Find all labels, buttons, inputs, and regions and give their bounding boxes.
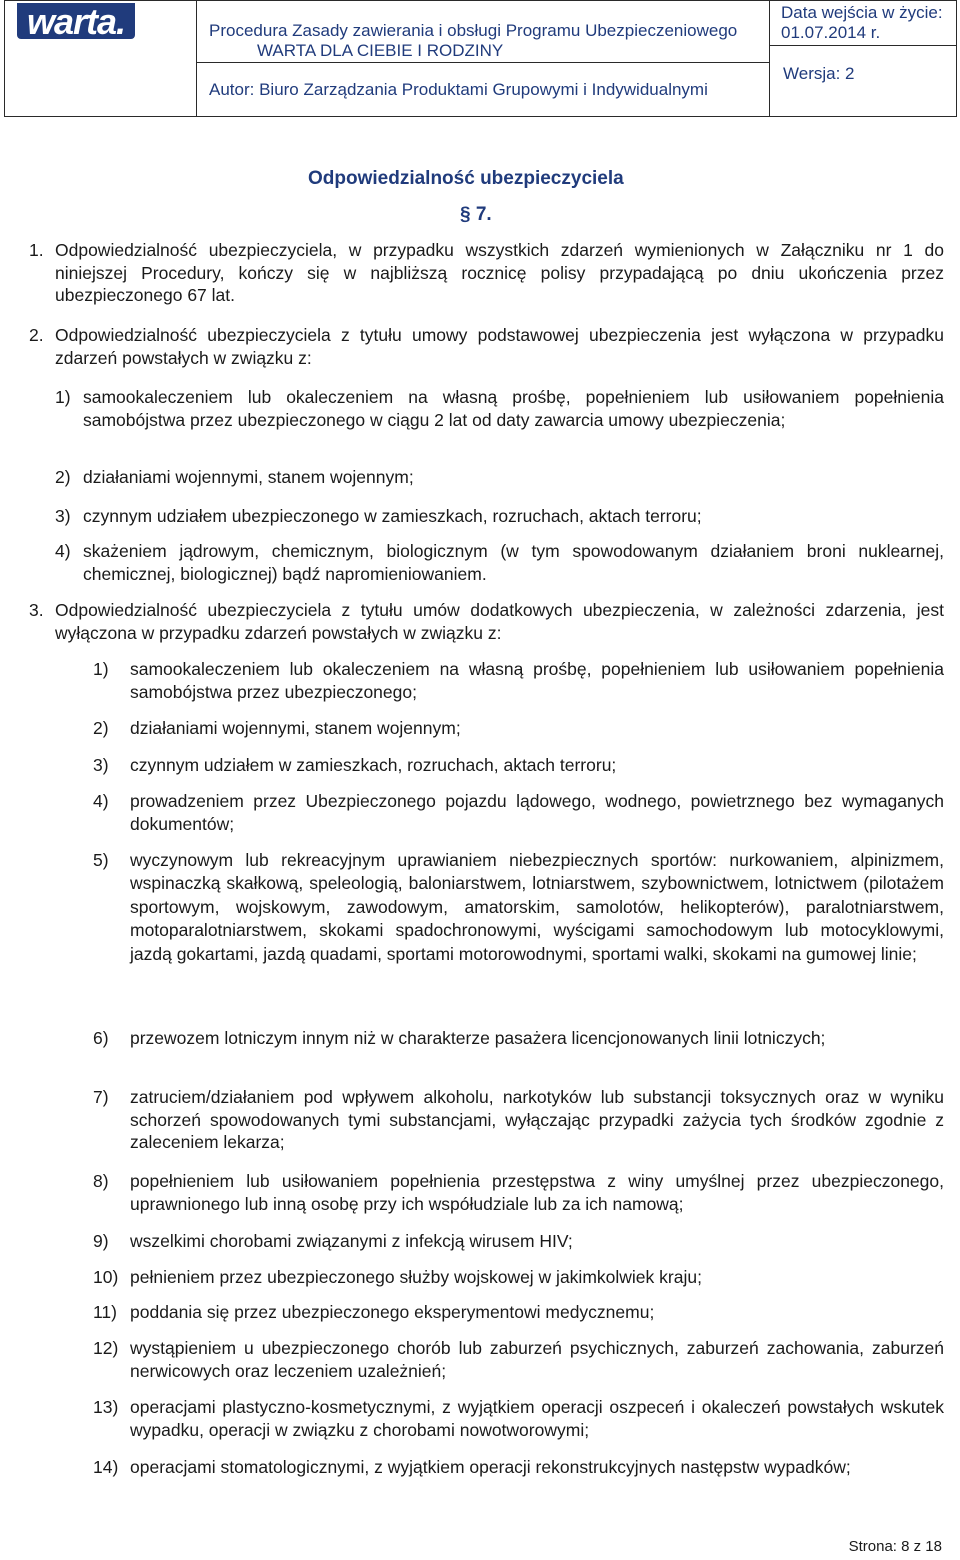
point-1-text: Odpowiedzialność ubezpieczyciela, w przypadku wszystkich zdarzeń wymienionych w Załączniku nr 1 do niniejszej Procedury, kończy się w najbliższą rocznicę polisy przypadającą po dniu ukończenia przez ubezpieczonego 67 lat. [55, 240, 944, 305]
list-item: popełnieniem lub usiłowaniem popełnienia przestępstwa z winy umyślnej przez ubezpieczonego, uprawnionego lub inną osobę przy ich współudziale lub za ich namową; [130, 1171, 944, 1214]
point-number: 1. [29, 240, 44, 260]
point-number: 2. [29, 325, 44, 345]
list-item: wyczynowym lub rekreacyjnym uprawianiem niebezpiecznych sportów: nurkowaniem, alpinizmem, wspinaczką skałkową, speleologią, baloniarstwem, lotniarstwem, szybownictwem, lotnictwem (pilotażem sportowym, wojskowym, zawodowym, amatorskim, samolotów, helikopterów), paralotniarstwem, motoparalotniarstwem, skokami spadochronowymi, wyścigami samochodowym lub motocyklowymi, jazdą gokartami, jazdą quadami, sportami motorowodnymi, sportami walki, skokami na gumowej linie; [130, 850, 944, 964]
list-item: operacjami plastyczno-kosmetycznymi, z wyjątkiem operacji oszpeceń i okaleczeń powstałych wskutek wypadku, operacji w związku z chorobami nowotworowymi; [130, 1397, 944, 1440]
page-number: Strona: 8 z 18 [848, 1538, 942, 1555]
point-3-text: Odpowiedzialność ubezpieczyciela z tytułu umów dodatkowych ubezpieczenia, w zależności zdarzenia, jest wyłączona w przypadku zdarzeń powstałych w związku z: [55, 600, 944, 643]
list-item: samookaleczeniem lub okaleczeniem na własną prośbę, popełnieniem lub usiłowaniem popełnienia samobójstwa przez ubezpieczonego w ciągu 2 lat od daty zawarcia umowy ubezpieczenia; [83, 387, 944, 430]
list-item-number: 12) [93, 1338, 119, 1358]
list-item: czynnym udziałem ubezpieczonego w zamieszkach, rozruchach, aktach terroru; [83, 506, 702, 526]
point-2-text: Odpowiedzialność ubezpieczyciela z tytułu umowy podstawowej ubezpieczenia jest wyłączona w przypadku zdarzeń powstałych w związku z: [55, 325, 944, 368]
list-item-number: 1) [93, 659, 109, 679]
procedure-title-cell [197, 1, 770, 63]
point-number: 3. [29, 600, 44, 620]
list-item: pełnieniem przez ubezpieczonego służby wojskowej w jakimkolwiek kraju; [130, 1267, 702, 1287]
list-item: działaniami wojennymi, stanem wojennym; [130, 718, 461, 738]
list-item: operacjami stomatologicznymi, z wyjątkiem operacji rekonstrukcyjnych następstw wypadków; [130, 1457, 851, 1477]
list-item-number: 1) [55, 387, 71, 407]
effective-date-value: 01.07.2014 r. [781, 23, 881, 42]
list-item-number: 2) [93, 718, 109, 738]
point-text [55, 599, 944, 644]
list-item-number: 2) [55, 467, 71, 487]
list-item-number: 11) [93, 1302, 117, 1322]
warta-logo: warta. [17, 3, 135, 39]
procedure-title-line1: Procedura Zasady zawierania i obsługi Programu Ubezpieczeniowego [209, 21, 738, 40]
list-item: zatruciem/działaniem pod wpływem alkoholu, narkotyków lub substancji toksycznych oraz w wyniku schorzeń spowodowanych tymi substancjami, wyłączając przypadki zażycia tych środków zgodnie z zaleceniem lekarza; [130, 1087, 944, 1152]
list-item-number: 13) [93, 1397, 119, 1417]
list-item: wystąpieniem u ubezpieczonego chorób lub zaburzeń psychicznych, zaburzeń zachowania, zaburzeń nerwicowych oraz leczeniem uzależnień; [130, 1338, 944, 1381]
logo-cell [5, 1, 197, 116]
list-item-number: 8) [93, 1171, 109, 1191]
list-item-number: 5) [93, 850, 109, 870]
list-item-number: 4) [55, 541, 71, 561]
list-item-number: 10) [93, 1267, 119, 1287]
list-item: prowadzeniem przez Ubezpieczonego pojazdu lądowego, wodnego, powietrznego bez wymaganych dokumentów; [130, 791, 944, 834]
effective-date-cell [770, 1, 956, 46]
author-cell [197, 63, 770, 116]
section-title: Odpowiedzialność ubezpieczyciela [308, 168, 624, 189]
list-item: wszelkimi chorobami związanymi z infekcją wirusem HIV; [130, 1231, 573, 1251]
list-item: samookaleczeniem lub okaleczeniem na własną prośbę, popełnieniem lub usiłowaniem popełnienia samobójstwa przez ubezpieczonego; [130, 659, 944, 702]
list-item-number: 6) [93, 1028, 109, 1048]
list-item-number: 9) [93, 1231, 109, 1251]
document-header [4, 0, 957, 117]
list-item-number: 14) [93, 1457, 119, 1477]
paragraph-mark: § 7. [460, 204, 492, 225]
procedure-title-line2: WARTA DLA CIEBIE I RODZINY [257, 41, 504, 60]
list-item-number: 3) [55, 506, 71, 526]
version-text: Wersja: 2 [783, 64, 855, 83]
point-text [55, 239, 944, 307]
effective-date-label: Data wejścia w życie: [781, 3, 943, 22]
list-item: działaniami wojennymi, stanem wojennym; [83, 467, 414, 487]
author-text: Autor: Biuro Zarządzania Produktami Grupowymi i Indywidualnymi [209, 80, 708, 99]
list-item-number: 7) [93, 1087, 109, 1107]
list-item-number: 3) [93, 755, 109, 775]
list-item: przewozem lotniczym innym niż w charakterze pasażera licencjonowanych linii lotniczych; [130, 1028, 826, 1048]
list-item: poddania się przez ubezpieczonego eksperymentowi medycznemu; [130, 1302, 655, 1322]
list-item-number: 4) [93, 791, 109, 811]
version-cell [770, 46, 956, 116]
list-item: skażeniem jądrowym, chemicznym, biologicznym (w tym spowodowanym działaniem broni nuklearnej, chemicznej, biologicznej) bądź napromieniowaniem. [83, 541, 944, 584]
list-item: czynnym udziałem w zamieszkach, rozruchach, aktach terroru; [130, 755, 617, 775]
point-text [55, 324, 944, 369]
